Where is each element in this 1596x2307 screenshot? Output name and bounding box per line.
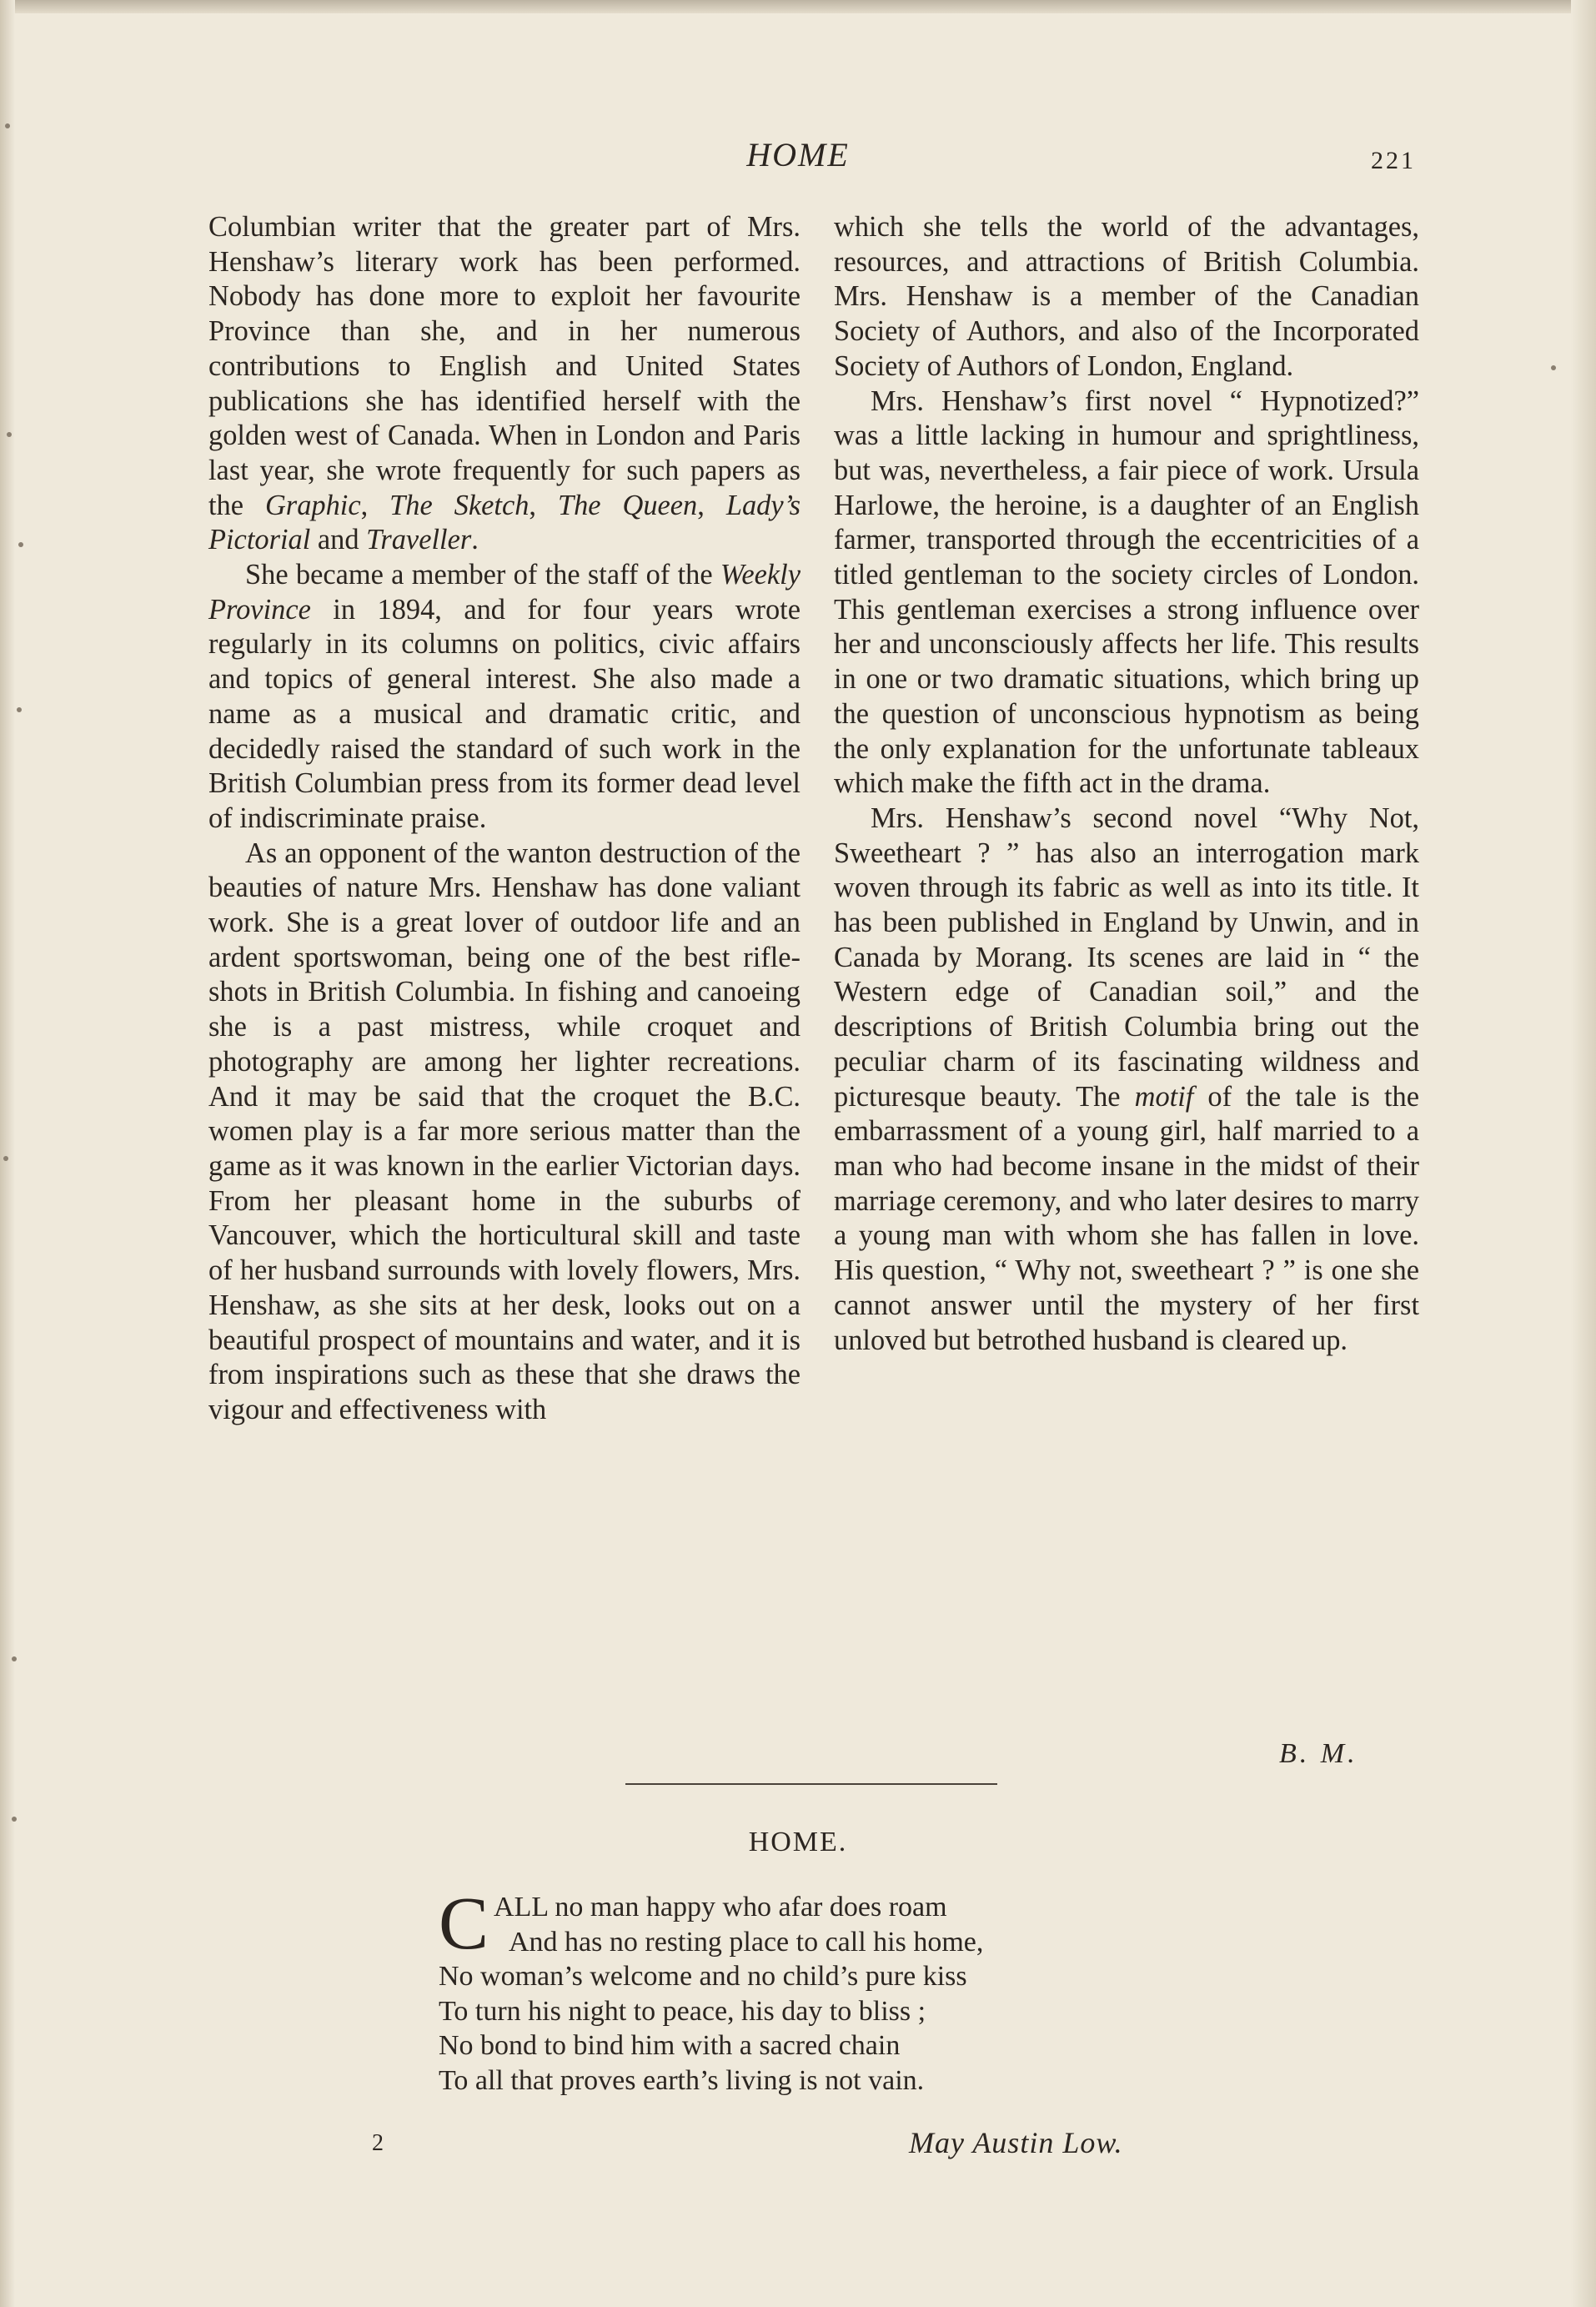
margin-speck (12, 1817, 17, 1822)
binding-edge (0, 0, 15, 2307)
poem-line: To all that proves earth’s living is not vain. (439, 2064, 925, 2096)
margin-speck (5, 123, 10, 128)
margin-speck (1551, 365, 1556, 370)
right-column (834, 210, 1419, 1358)
paragraph: Mrs. Henshaw’s first novel “ Hypnotized?” was a little lacking in humour and sprightliness, but was, nevertheless, a fair piece of work. Ursula Harlowe, the heroine, is a daughter of an English farmer, transported through the eccentricities of a titled gentleman to the society circles of London. This gentleman exercises a strong influence over her and unconsciously affects her life. This results in one or two dramatic situations, which bring up the question of unconscious hypnotism as being the only explanation for the unfortunate tableaux which make the fifth act in the drama. (834, 384, 1419, 800)
poem-body (439, 1882, 1189, 2098)
margin-speck (12, 1656, 17, 1661)
margin-speck (17, 707, 22, 712)
left-column (208, 210, 801, 1428)
poem-line: No bond to bind him with a sacred chain (439, 2030, 901, 2061)
paragraph: which she tells the world of the advantages, resources, and attractions of British Columbia. Mrs. Henshaw is a member of the Canadian Society of Authors, and also of the Incorporated Society of Authors of London, England. (834, 211, 1419, 382)
signature-mark: 2 (372, 2130, 384, 2156)
page-number: 221 (1371, 147, 1416, 174)
running-title: HOME (746, 136, 850, 173)
margin-speck (7, 432, 12, 437)
paragraph: Columbian writer that the greater part of Mrs. Henshaw’s literary work has been performed. Nobody has done more to exploit her favourite Province than she, and in her numerous contributions to English and United States publications she has identified herself with the golden west of Canada. When in London and Paris last year, she wrote frequently for such papers as the Graphic, The Sketch, The Queen, Lady’s Pictorial and Traveller. (208, 211, 801, 556)
poem-line: ALL no man happy who afar does roam (494, 1892, 947, 1922)
section-divider (625, 1783, 997, 1785)
poem-author: May Austin Low. (909, 2126, 1123, 2159)
page-right-edge (1571, 0, 1596, 2307)
margin-speck (3, 1156, 8, 1161)
page-top-edge (0, 0, 1596, 13)
poem-line: To turn his night to peace, his day to bliss ; (439, 1995, 926, 2027)
paragraph: She became a member of the staff of the Weekly Province in 1894, and for four years wrote regularly in its columns on politics, civic affairs and topics of general interest. She also made a name as a musical and dramatic critic, and decidedly raised the standard of such work in the British Columbian press from its former dead level of indiscriminate praise. (208, 559, 801, 834)
poem-line: No woman’s welcome and no child’s pure kiss (439, 1961, 967, 1992)
paragraph: As an opponent of the wanton destruction of the beauties of nature Mrs. Henshaw has done valiant work. She is a great lover of outdoor life and an ardent sportswoman, being one of the best rifle-shots in British Columbia. In fishing and canoeing she is a past mistress, while croquet and photography are among her lighter recreations. And it may be said that the croquet the B.C. women play is a far more serious matter than the game as it was known in the earlier Victorian days. From her pleasant home in the suburbs of Vancouver, which the horticultural skill and taste of her husband surrounds with lovely flowers, Mrs. Henshaw, as she sits at her desk, looks out on a beautiful prospect of mountains and water, and it is from inspirations such as these that she draws the vigour and effectiveness with (208, 837, 801, 1425)
poem-title: HOME. (748, 1827, 848, 1857)
article-signoff: B. M. (1279, 1738, 1358, 1769)
paragraph: Mrs. Henshaw’s second novel “Why Not, Sweetheart ? ” has also an interrogation mark woven through its fabric as well as into its title. It has been published in England by Unwin, and in Canada by Morang. Its scenes are laid in “ the Western edge of Canadian soil,” and the descriptions of British Columbia bring out the peculiar charm of its fascinating wildness and picturesque beauty. The motif of the tale is the embarrassment of a young girl, half married to a man who had become insane in the midst of their marriage ceremony, and who later desires to marry a young man with whom she has fallen in love. His question, “ Why not, sweetheart ? ” is one she cannot answer until the mystery of her first unloved but betrothed husband is cleared up. (834, 802, 1419, 1356)
poem-drop-cap: C (439, 1882, 489, 1965)
poem-line: And has no resting place to call his home, (509, 1926, 984, 1958)
margin-speck (18, 542, 23, 547)
